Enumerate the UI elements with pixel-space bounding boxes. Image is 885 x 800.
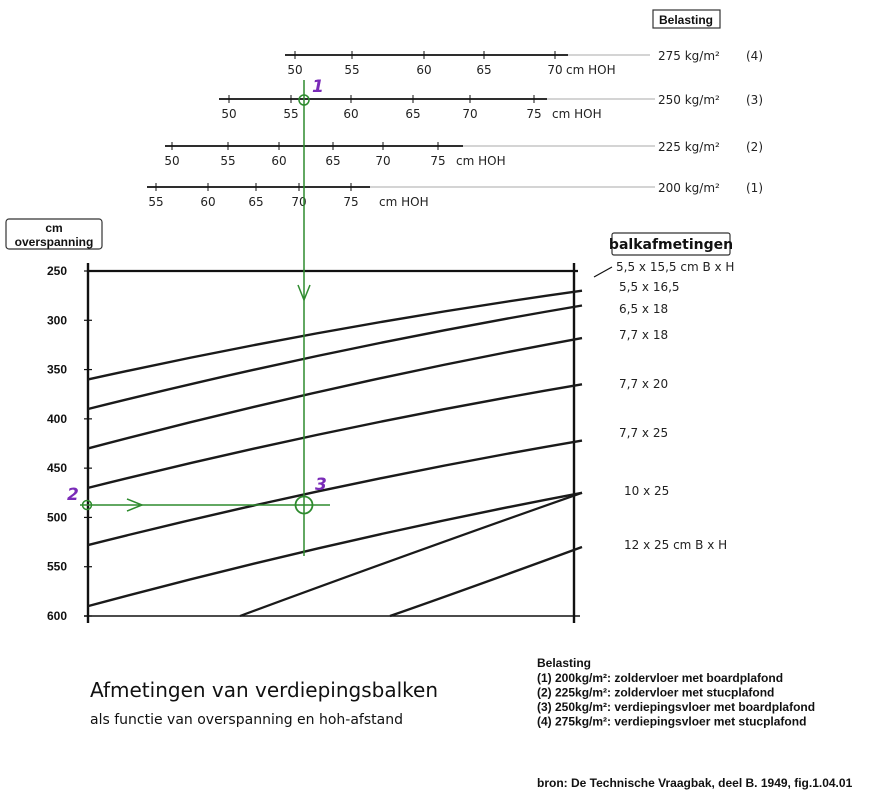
- y-tick-label: 450: [46, 461, 67, 476]
- marker-label-1: 1: [312, 77, 324, 97]
- scale-tick-label: 60: [200, 195, 216, 209]
- scale-load-number: (1): [746, 181, 763, 195]
- series-label-7: 10 x 25: [624, 484, 670, 498]
- curves: [88, 267, 612, 616]
- scale-unit-label: cm HOH: [552, 107, 602, 121]
- series-label-5: 7,7 x 20: [619, 377, 669, 391]
- loads-header-text: Belasting: [658, 13, 714, 27]
- scale-load-label: 250 kg/m²: [658, 93, 720, 107]
- legend-title: Belasting: [537, 656, 592, 670]
- scale-tick-label: 55: [283, 107, 299, 121]
- y-ticks: [47, 264, 92, 623]
- legend: [537, 656, 815, 729]
- legend-item: (2) 225kg/m²: zoldervloer met stucplafond: [537, 685, 775, 700]
- y-tick-label: 300: [46, 313, 67, 328]
- y-axis-label: [6, 219, 102, 249]
- scale-tick-label: 75: [430, 154, 446, 168]
- scale-load-number: (3): [746, 93, 763, 107]
- legend-item: (3) 250kg/m²: verdiepingsvloer met boardplafond: [537, 700, 816, 714]
- chart-subtitle: als functie van overspanning en hoh-afstand: [90, 712, 403, 728]
- y-tick-label: 250: [46, 264, 67, 278]
- curve-series-5: [88, 384, 582, 488]
- legend-item: (1) 200kg/m²: zoldervloer met boardplafond: [537, 671, 784, 685]
- marker-label-2: 2: [67, 485, 79, 505]
- series-label-4: 7,7 x 18: [619, 328, 669, 342]
- scale-tick-label: 75: [526, 107, 542, 121]
- scale-load-label: 275 kg/m²: [658, 49, 720, 63]
- y-label-line1: cm: [45, 221, 63, 235]
- scale-tick-label: 55: [220, 154, 236, 168]
- series-labels: [616, 260, 734, 552]
- curve-series-6: [88, 441, 582, 545]
- loads-header: [653, 10, 720, 28]
- scale-tick-label: 50: [221, 107, 237, 121]
- chart-title: Afmetingen van verdiepingsbalken: [90, 678, 438, 702]
- load-scale-4: [285, 49, 763, 77]
- scale-tick-label: 60: [271, 154, 287, 168]
- load-scale-1: [147, 181, 763, 209]
- scale-tick-label: 65: [248, 195, 264, 209]
- curve-series-7: [88, 493, 582, 606]
- series-label-6: 7,7 x 25: [619, 426, 669, 440]
- load-scales: [147, 49, 763, 209]
- series-header-text: balkafmetingen: [608, 237, 734, 253]
- curve-series-2: [88, 291, 582, 380]
- y-tick-label: 350: [46, 362, 67, 377]
- scale-unit-label: cm HOH: [566, 63, 616, 77]
- y-tick-label: 550: [46, 559, 67, 574]
- series-1-leader: [594, 267, 612, 277]
- curve-series-8: [390, 547, 582, 616]
- scale-load-number: (2): [746, 140, 763, 154]
- scale-tick-label: 65: [476, 63, 492, 77]
- scale-tick-label: 60: [416, 63, 432, 77]
- scale-tick-label: 60: [343, 107, 359, 121]
- scale-unit-label: cm HOH: [456, 154, 506, 168]
- load-scale-2: [164, 140, 763, 168]
- scale-tick-label: 70: [462, 107, 478, 121]
- scale-load-label: 225 kg/m²: [658, 140, 720, 154]
- y-tick-label: 400: [46, 411, 67, 426]
- marker-label-3: 3: [315, 475, 327, 495]
- series-label-3: 6,5 x 18: [619, 302, 669, 316]
- series-label-1: 5,5 x 15,5 cm B x H: [616, 260, 735, 274]
- y-label-line2: overspanning: [14, 235, 94, 249]
- series-label-2: 5,5 x 16,5: [619, 280, 680, 294]
- scale-tick-label: 70: [375, 154, 391, 168]
- legend-item: (4) 275kg/m²: verdiepingsvloer met stucplafond: [537, 714, 807, 729]
- scale-tick-label: 50: [164, 154, 180, 168]
- scale-tick-label: 55: [148, 195, 164, 209]
- y-tick-label: 600: [46, 609, 67, 623]
- curve-series-3: [88, 306, 582, 410]
- series-label-8: 12 x 25 cm B x H: [624, 538, 728, 552]
- scale-load-number: (4): [746, 49, 763, 63]
- scale-tick-label: 65: [325, 154, 341, 168]
- scale-tick-label: 65: [405, 107, 421, 121]
- scale-load-label: 200 kg/m²: [658, 181, 720, 195]
- scale-tick-label: 55: [344, 63, 360, 77]
- scale-tick-label: 70: [547, 63, 563, 77]
- scale-unit-label: cm HOH: [379, 195, 429, 209]
- y-tick-label: 500: [46, 510, 67, 525]
- plot-frame: [84, 263, 580, 623]
- scale-tick-label: 50: [287, 63, 303, 77]
- scale-tick-label: 70: [291, 195, 307, 209]
- source-note: bron: De Technische Vraagbak, deel B. 1949, fig.1.04.01: [537, 776, 853, 790]
- series-header: [609, 233, 733, 255]
- scale-tick-label: 75: [343, 195, 359, 209]
